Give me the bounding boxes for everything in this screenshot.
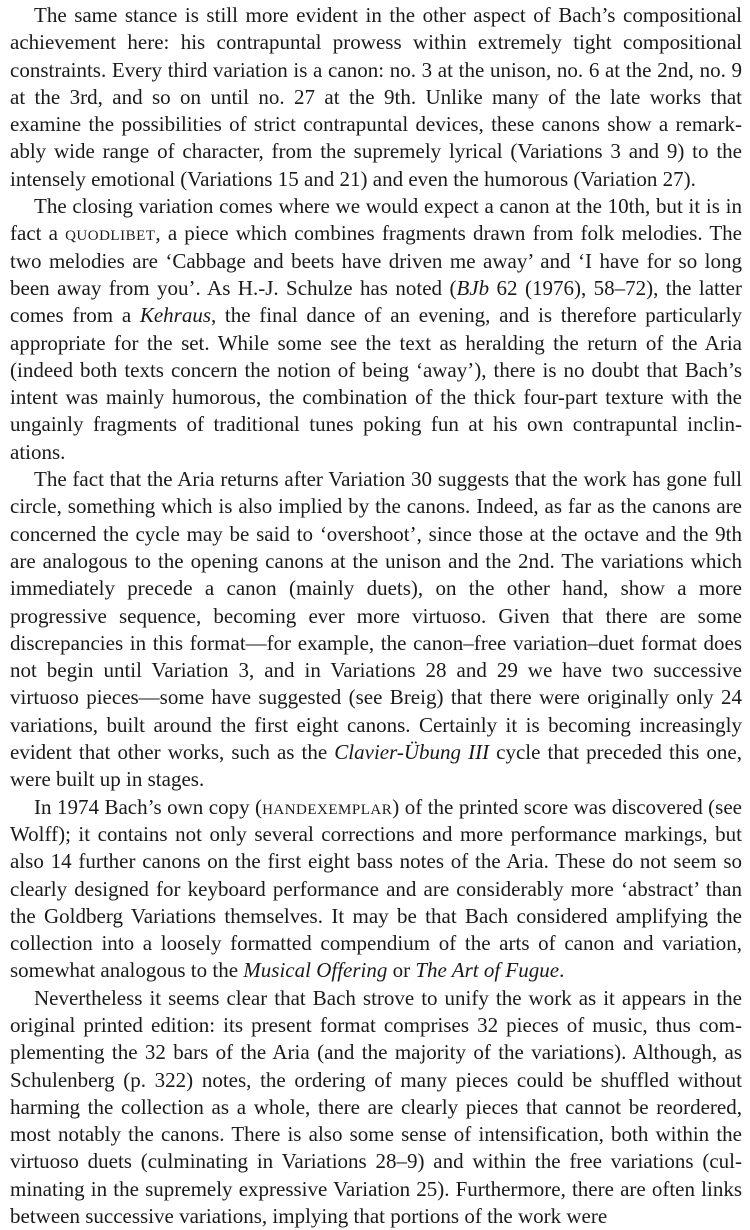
paragraph-handexemplar — [10, 794, 742, 985]
title-clavier-ubung: Clavier-Übung III — [334, 740, 490, 765]
text-run: The same stance is still more evident in the other aspect of Bach’s compositional achievement here: his contrapuntal prowess within extremely tight compositional constraints. Every third variation is a canon: no. 3 at the unison, no. 6 at the 2nd, no. 9 at the 3rd, and so on until no. 27 at the 9th. Unlike many of the late works that examine the possibilities of strict contrapuntal devices, these canons show a remarkably wide range of character, from the supremely lyrical (Variations 3 and 9) to the intensely emotional (Variations 15 and 21) and even the humorous (Variation 27). — [10, 3, 742, 191]
paragraph-quodlibet — [10, 193, 742, 466]
citation-bjb: BJb — [456, 275, 490, 300]
paragraph-aria-returns — [10, 466, 742, 794]
text-run: Nevertheless it seems clear that Bach strove to unify the work as it appears in the original printed edition: its present format comprises 32 pieces of music, thus complementing the 32 bars of the Aria (and the majority of the variations). Although, as Schulenberg (p. 322) notes, the ordering of many pieces could be shuffled without harming the collection as a whole, there are clearly pieces that cannot be reordered, most notably the canons. There is also some sense of intensification, both within the virtuoso duets (culminating in Variations 28–9) and within the free variations (culminating in the supremely expressive Variation 25). Furthermore, there are often links between successive variations, implying that portions of the work were — [10, 985, 742, 1229]
text-run: ) of the printed score was discovered (see Wolff); it contains not only several corrections and more performance markings, but also 14 further canons on the first eight bass notes of the Aria. These do not seem so clearly designed for keyboard performance and are considerably more ‘abstract’ than the Goldberg Variations themselves. It may be that Bach considered amplifying the collection into a loosely formatted compendium of the arts of canon and variation, somewhat analogous to the — [10, 794, 742, 983]
term-kehraus: Kehraus — [139, 303, 211, 328]
text-run: The fact that the Aria returns after Variation 30 suggests that the work has gone full circle, something which is also implied by the canons. Indeed, as far as the canons are concerned the cycle may be said to ‘overshoot’, since those at the octave and the 9th are analogous to the opening canons at the unison and the 2nd. The variations which immediately precede a canon (mainly duets), on the other hand, show a more progressive sequence, becoming ever more virtuoso. Given that there are some discrepancies in this format—for example, the canon–free variation–duet format does not begin until Variation 3, and in Variations 28 and 29 we have two successive virtuoso pieces—some have suggested (see Breig) that there were originally only 24 variations, built around the first eight canons. Certainly it is becoming increasingly evident that other works, such as the — [10, 467, 742, 765]
text-run: In 1974 Bach’s own copy ( — [34, 794, 263, 819]
body-text — [10, 2, 742, 1230]
text-run: or — [387, 958, 416, 983]
paragraph-unify — [10, 985, 742, 1230]
title-musical-offering: Musical Offering — [243, 958, 388, 983]
text-run: , the final dance of an evening, and is therefore particularly appropriate for the set. While some see the text as heralding the return of the Aria (indeed both texts concern the notion of being ‘away’), there is no doubt that Bach’s intent was mainly humorous, the combination of the thick four-part texture with the ungainly fragments of traditional tunes poking fun at his own contrapuntal inclinations. — [10, 303, 742, 464]
term-quodlibet: quodlibet — [65, 221, 156, 246]
text-run: , a piece which combines fragments drawn from folk melodies. The two melodies are ‘Cabbage and beets have driven me away’ and ‘I have for so long been away from you’. As H.-J. Schulze has noted ( — [10, 221, 742, 300]
paragraph-canons — [10, 2, 742, 193]
term-handexemplar: handexemplar — [262, 794, 393, 819]
text-run: . — [559, 958, 565, 983]
text-run: cycle that preceded this one, were built up in stages. — [10, 740, 742, 792]
text-run: The closing variation comes where we would expect a canon at the 10th, but it is in fact a — [10, 194, 742, 246]
title-art-of-fugue: The Art of Fugue — [415, 958, 560, 983]
text-run: 62 (1976), 58–72), the latter comes from a — [10, 275, 742, 328]
